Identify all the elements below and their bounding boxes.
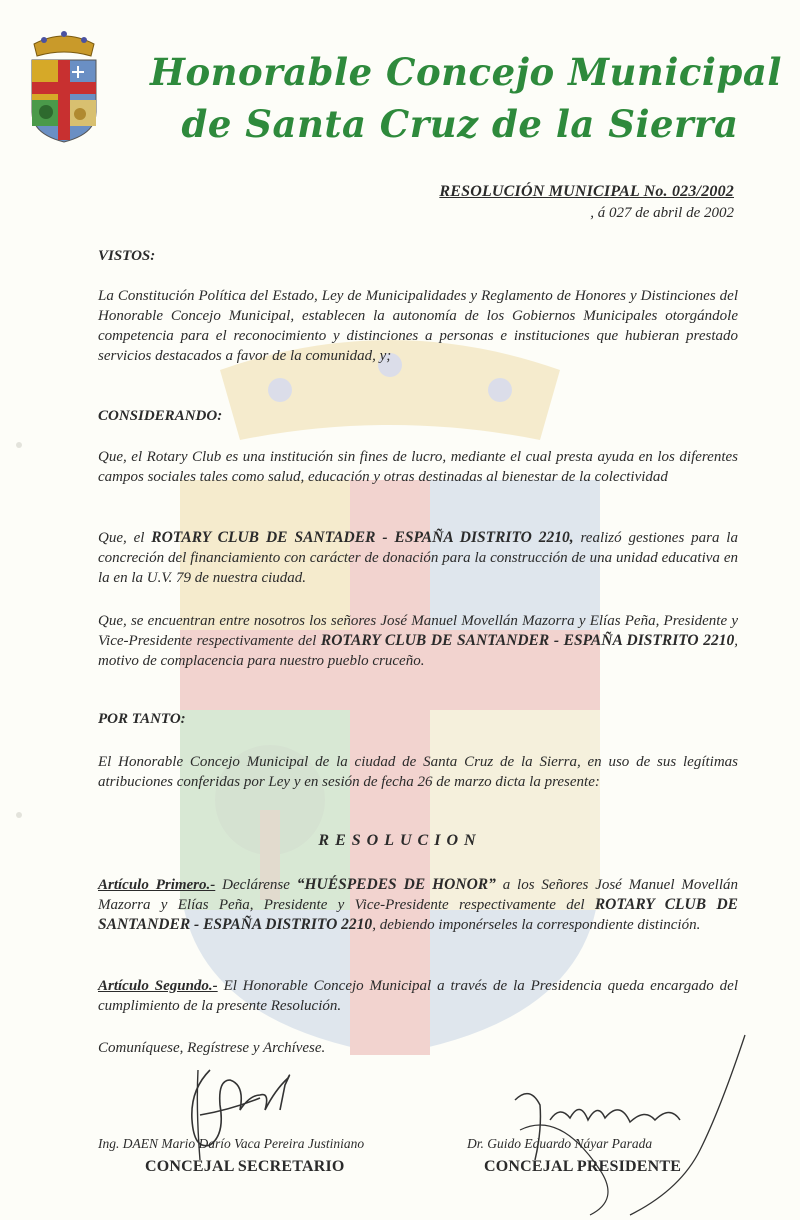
resolution-number: RESOLUCIÓN MUNICIPAL No. 023/2002 [439,183,734,200]
council-title [150,46,782,150]
vistos-heading: VISTOS: [98,248,156,264]
title-line-1: Honorable Concejo Municipal [150,50,782,94]
title-line-2: de Santa Cruz de la Sierra [181,102,739,146]
president-signature-icon [480,1030,770,1220]
coat-of-arms-icon [28,26,100,144]
president-name: Dr. Guido Eduardo Náyar Parada [467,1136,653,1151]
articulo-primero [98,875,738,935]
p2-text-a: Que, el [98,530,152,546]
president-title: CONCEJAL PRESIDENTE [484,1158,682,1175]
considerando-heading: CONSIDERANDO: [98,408,223,424]
p3-club-name: ROTARY CLUB DE SANTANDER - ESPAÑA DISTRITO 2210 [320,632,735,649]
p2-text-c: realizó gestiones para la concreción del financiamiento con carácter de donación para la construcción de una unidad educativa en la en la U.V. 79 de nuestra ciudad. [98,530,738,586]
por-tanto-heading: POR TANTO: [98,711,186,727]
articulo-segundo-text: El Honorable Concejo Municipal a través de la Presidencia queda encargado del cumplimiento de la presente Resolución. [98,978,738,1014]
p3-text-a: Que, se encuentran entre nosotros los señores José Manuel Movellán Mazorra y Elías Peña, Presidente y Vice-Presidente respectivamente del [98,613,738,649]
secretary-title: CONCEJAL SECRETARIO [145,1158,345,1175]
articulo-primero-club-name: ROTARY CLUB DE SANTANDER - ESPAÑA DISTRITO 2210 [98,896,738,933]
considerando-paragraph-3 [98,611,738,671]
resolucion-heading: RESOLUCION [318,832,482,849]
por-tanto-text: El Honorable Concejo Municipal de la ciudad de Santa Cruz de la Sierra, en uso de sus legítimas atribuciones conferidas por Ley y en sesión de fecha 26 de marzo dicta la presente: [98,754,738,790]
articulo-primero-text-e: , debiendo imponérseles la correspondiente distinción. [372,917,701,933]
huespedes-de-honor: “HUÉSPEDES DE HONOR” [296,876,496,893]
articulo-primero-text-c: a los Señores José Manuel Movellán Mazorra y Elías Peña, Presidente y Vice-Presidente respectivamente del [98,877,739,913]
considerando-paragraph-2 [98,528,738,588]
considerando-paragraph-1: Que, el Rotary Club es una institución sin fines de lucro, mediante el cual presta ayuda en los diferentes campos sociales tales como salud, educación y otras destinadas al bienestar de la colectividad [98,449,738,485]
secretary-name: Ing. DAEN Mario Darío Vaca Pereira Justiniano [98,1136,365,1151]
articulo-segundo [98,976,738,1016]
resolution-date: , á 027 de abril de 2002 [590,205,734,221]
articulo-primero-label: Artículo Primero.- [98,877,216,893]
p3-text-c: , motivo de complacencia para nuestro pueblo cruceño. [98,633,738,669]
p2-club-name: ROTARY CLUB DE SANTADER - ESPAÑA DISTRITO 2210, [151,529,574,546]
watermark-crest-icon [160,330,620,1060]
articulo-primero-text-a: Declárense [215,877,297,893]
articulo-segundo-label: Artículo Segundo.- [98,978,218,994]
binder-hole [16,442,22,448]
binder-hole [16,812,22,818]
closing-text: Comuníquese, Regístrese y Archívese. [98,1040,326,1056]
vistos-text: La Constitución Política del Estado, Ley de Municipalidades y Reglamento de Honores y Distinciones del Honorable Concejo Municipal, establecen la autonomía de los Gobiernos Municipales otorgándole competencia para el reconocimiento y distinciones a personas e instituciones que hubieran prestado servicios destacados a favor de la comunidad, y; [98,288,738,364]
